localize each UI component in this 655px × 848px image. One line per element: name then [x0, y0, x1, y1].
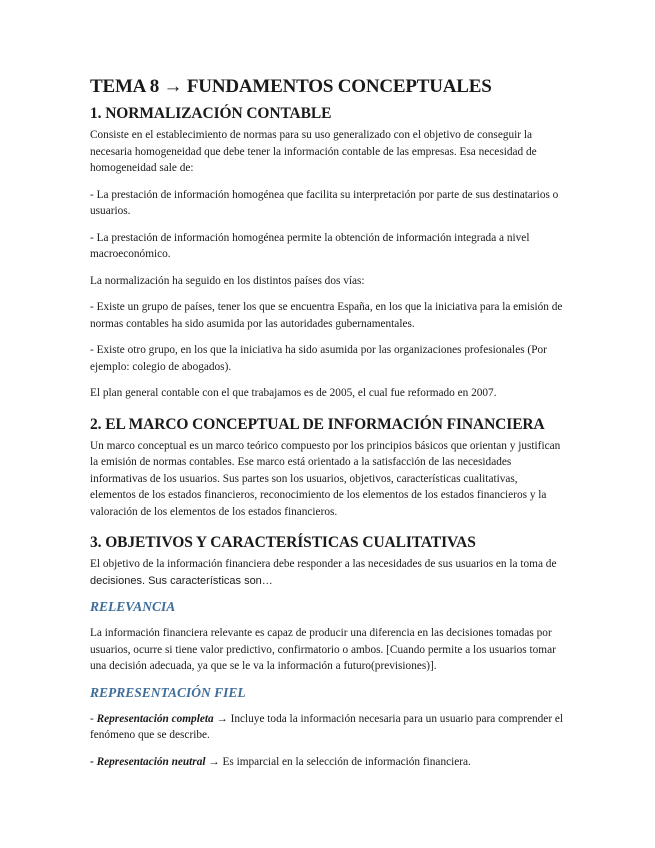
- list-item: - Existe un grupo de países, tener los que se encuentra España, en los que la iniciativa para la emisión de normas contables ha sido asumida por las autoridades gubernamentales.: [90, 301, 563, 330]
- list-item: [90, 711, 565, 744]
- list-item: - Existe otro grupo, en los que la iniciativa ha sido asumida por las organizaciones profesionales (Por ejemplo: colegio de abogados).: [90, 344, 547, 373]
- paragraph: Un marco conceptual es un marco teórico compuesto por los principios básicos que orientan y justifican la emisión de normas contables. Ese marco está orientado a la satisfacción de las necesidades informativas de los usuarios. Sus partes son los usuarios, objetivos, características cualitativas, elementos de los estados financieros, reconocimiento de los elementos de los estados financieros y la valoración de los elementos de los estados financieros.: [90, 439, 561, 518]
- list-item: - La prestación de información homogénea permite la obtención de información integrada a nivel macroeconómico.: [90, 231, 530, 260]
- list-item: [90, 754, 565, 771]
- document-content: [90, 76, 565, 780]
- page-title: TEMA 8 → FUNDAMENTOS CONCEPTUALES: [90, 76, 492, 97]
- paragraph: La información financiera relevante es capaz de producir una diferencia en las decisiones tomadas por usuarios, ocurre si tiene valor predictivo, confirmatorio o ambos. [Cuando permite a los usuarios tomar una decisión adecuada, ya que se le va la información a futuro(previsiones)].: [90, 627, 556, 672]
- subheading-representacion-fiel: REPRESENTACIÓN FIEL: [90, 684, 246, 700]
- paragraph: [90, 556, 565, 589]
- paragraph-tail-text: decisiones. Sus características son…: [90, 574, 273, 587]
- paragraph: Consiste en el establecimiento de normas para su uso generalizado con el objetivo de conseguir la necesaria homogeneidad que debe tener la información contable de las empresas. Esa necesidad de homogeneidad sale de:: [90, 129, 537, 174]
- section-heading-objetivos: 3. OBJETIVOS Y CARACTERÍSTICAS CUALITATIVAS: [90, 534, 476, 551]
- list-dash: -: [90, 712, 97, 725]
- list-dash: -: [90, 755, 97, 768]
- term-definition: → Es imparcial en la selección de información financiera.: [205, 755, 471, 768]
- list-item: - La prestación de información homogénea que facilita su interpretación por parte de sus destinatarios o usuarios.: [90, 188, 559, 217]
- paragraph-main-text: El objetivo de la información financiera debe responder a las necesidades de sus usuarios en la toma de: [90, 558, 557, 570]
- term-definition: → Incluye toda la información necesaria para un usuario para comprender el fenómeno que se describe.: [90, 712, 564, 741]
- subheading-relevancia: RELEVANCIA: [90, 599, 176, 614]
- section-heading-marco-conceptual: 2. EL MARCO CONCEPTUAL DE INFORMACIÓN FINANCIERA: [90, 415, 545, 433]
- paragraph: El plan general contable con el que trabajamos es de 2005, el cual fue reformado en 2007.: [90, 387, 497, 399]
- term-representacion-completa: Representación completa: [96, 712, 214, 725]
- section-heading-normalizacion: 1. NORMALIZACIÓN CONTABLE: [90, 105, 332, 122]
- paragraph: La normalización ha seguido en los distintos países dos vías:: [90, 274, 365, 287]
- term-representacion-neutral: Representación neutral: [96, 755, 206, 768]
